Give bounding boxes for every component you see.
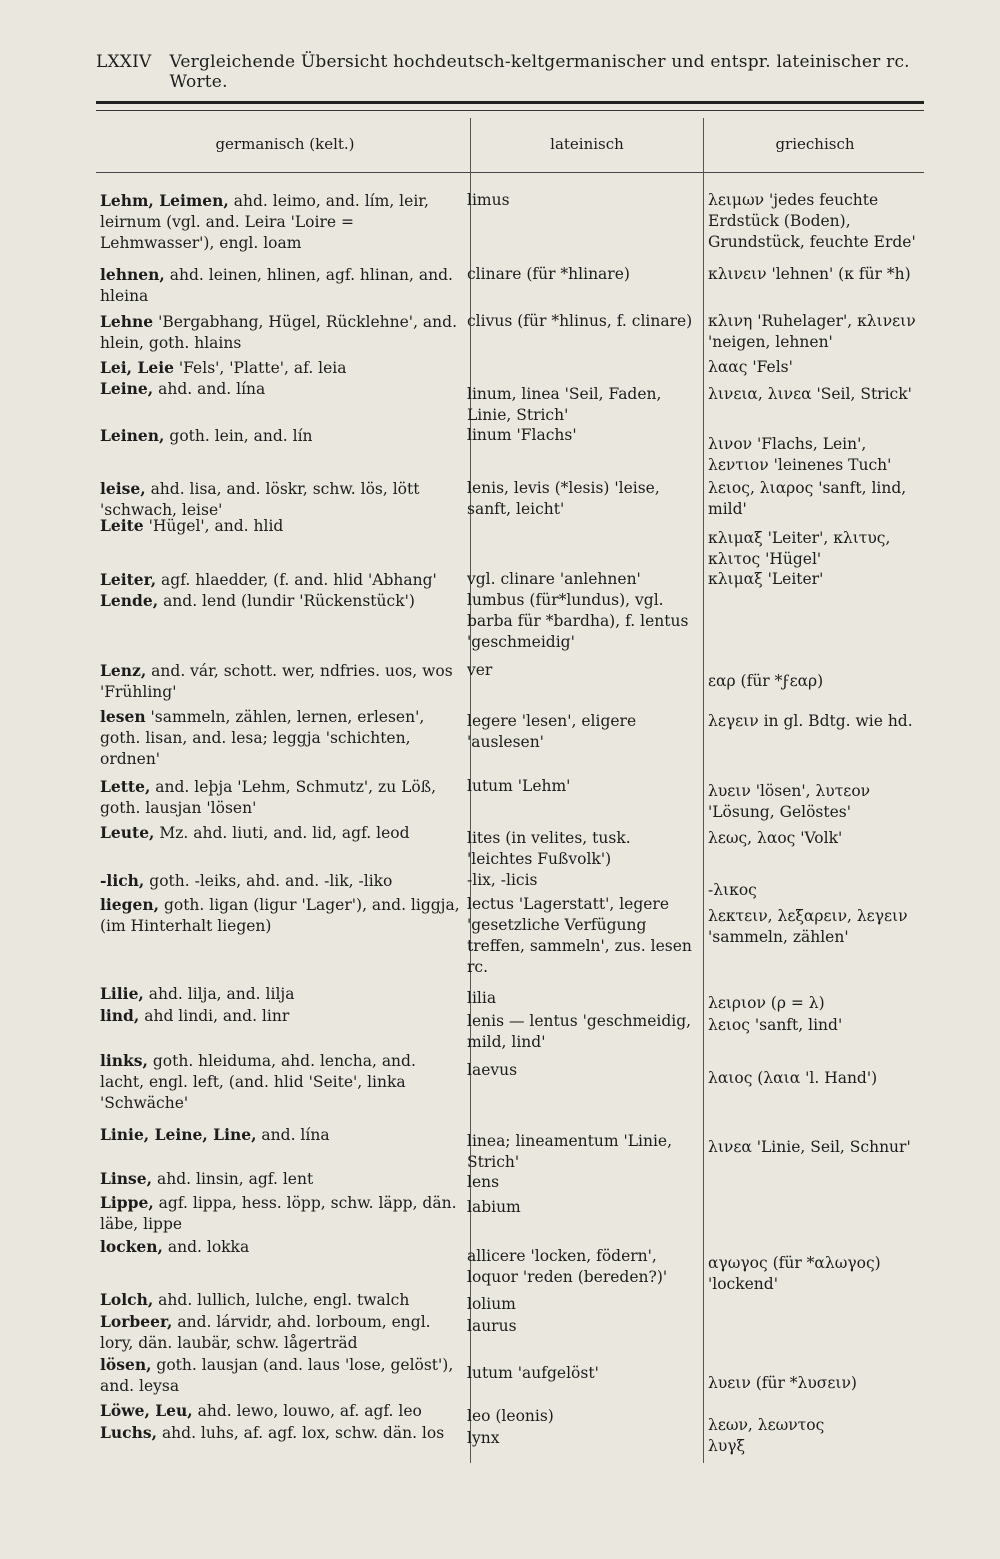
greek-cell: λεγειν in gl. Bdtg. wie hd.: [708, 712, 913, 730]
page-header: [96, 52, 911, 92]
headword: Luchs,: [100, 1423, 157, 1442]
headword: lehnen,: [100, 265, 165, 284]
germanic-cell: [100, 1422, 462, 1444]
greek-cell: λειριον (ρ = λ): [708, 994, 825, 1012]
germanic-forms: goth. lein, and. lín: [169, 427, 313, 445]
germanic-cell: [100, 776, 462, 819]
latin-cell: lites (in velites, tusk. 'leichtes Fußvolk'): [467, 829, 631, 868]
germanic-forms: and. vár, schott. wer, ndfries. uos, wos 'Frühling': [100, 662, 453, 701]
greek-cell: κλιμαξ 'Leiter': [708, 570, 824, 588]
headword: Lehm, Leimen,: [100, 191, 229, 210]
germanic-cell: [100, 660, 462, 703]
greek-cell: λυειν 'lösen', λυτεον 'Lösung, Gelöstes': [708, 782, 871, 821]
headword: lesen: [100, 707, 146, 726]
germanic-forms: ahd. leinen, hlinen, agf. hlinan, and. hleina: [100, 266, 453, 305]
greek-cell: λινεια, λινεα 'Seil, Strick': [708, 385, 912, 403]
headword: Linse,: [100, 1169, 153, 1188]
germanic-cell: [100, 569, 462, 591]
germanic-forms: goth. lausjan (and. laus 'lose, gelöst'), and. leysa: [100, 1356, 454, 1395]
latin-cell: lolium: [467, 1295, 516, 1313]
germanic-forms: goth. hleiduma, ahd. lencha, and. lacht, engl. left, (and. hlid 'Seite', linka 'Schwäche': [100, 1052, 416, 1112]
germanic-cell: [100, 1236, 462, 1258]
germanic-forms: 'Bergabhang, Hügel, Rücklehne', and. hlein, goth. hlains: [100, 313, 457, 352]
page-title: Vergleichende Übersicht hochdeutsch-keltgermanischer und entspr. lateinischer rc. Worte.: [169, 52, 910, 92]
greek-cell: λειος, λιαρος 'sanft, lind, mild': [708, 479, 907, 518]
greek-cell: λυγξ: [708, 1437, 746, 1455]
latin-cell: legere 'lesen', eligere 'auslesen': [467, 712, 637, 751]
germanic-forms: ahd. leimo, and. lím, leir, leirnum (vgl. and. Leira 'Loire = Lehmwasser'), engl. loam: [100, 192, 429, 252]
latin-cell: lutum 'aufgelöst': [467, 1364, 599, 1382]
header-rule-thin: [96, 110, 924, 111]
germanic-forms: 'Hügel', and. hlid: [148, 517, 284, 535]
greek-cell: λινον 'Flachs, Lein', λεντιον 'leinenes Tuch': [708, 435, 892, 474]
latin-cell: ver: [467, 661, 493, 679]
germanic-forms: 'sammeln, zählen, lernen, erlesen', goth. lisan, and. lesa; leggja 'schichten, ordnen': [100, 708, 425, 768]
germanic-forms: Mz. ahd. liuti, and. lid, agf. leod: [159, 824, 410, 842]
greek-cell: κλιμαξ 'Leiter', κλιτυς, κλιτος 'Hügel': [708, 529, 891, 568]
column-header-germanic: germanisch (kelt.): [215, 135, 355, 153]
latin-cell: lectus 'Lagerstatt', legere 'gesetzliche Verfügung treffen, sammeln', zus. lesen rc.: [467, 895, 692, 976]
latin-cell: clinare (für *hlinare): [467, 265, 630, 283]
column-divider-2: [703, 118, 704, 1463]
headword: lösen,: [100, 1355, 152, 1374]
column-header-latin: lateinisch: [550, 135, 624, 153]
headword: -lich,: [100, 871, 145, 890]
germanic-forms: ahd. linsin, agf. lent: [156, 1170, 314, 1188]
headword: Leine,: [100, 379, 154, 398]
germanic-forms: and. lárvidr, ahd. lorboum, engl. lory, dän. laubär, schw. lågerträd: [100, 1313, 431, 1352]
greek-cell: λεκτειν, λεξαρειν, λεγειν 'sammeln, zählen': [708, 907, 908, 946]
germanic-forms: ahd. lullich, lulche, engl. twalch: [158, 1291, 410, 1309]
headword: Lenz,: [100, 661, 147, 680]
germanic-forms: agf. hlaedder, (f. and. hlid 'Abhang': [161, 571, 437, 589]
greek-cell: λυειν (für *λυσειν): [708, 1374, 857, 1392]
germanic-forms: agf. lippa, hess. löpp, schw. läpp, dän. läbe, lippe: [100, 1194, 457, 1233]
latin-cell: linum 'Flachs': [467, 426, 577, 444]
headword: links,: [100, 1051, 148, 1070]
germanic-forms: and. leþja 'Lehm, Schmutz', zu Löß, goth. lausjan 'lösen': [100, 778, 437, 817]
latin-cell: leo (leonis): [467, 1407, 554, 1425]
germanic-cell: [100, 1124, 462, 1146]
latin-cell: lutum 'Lehm': [467, 777, 571, 795]
greek-cell: εαρ (für *ϝεαρ): [708, 672, 824, 690]
column-header-greek: griechisch: [775, 135, 855, 153]
greek-cell: λαας 'Fels': [708, 358, 793, 376]
headword: Leite: [100, 516, 144, 535]
column-header-rule: [96, 172, 924, 173]
greek-cell: λινεα 'Linie, Seil, Schnur': [708, 1138, 911, 1156]
germanic-cell: [100, 1400, 462, 1422]
latin-cell: clivus (für *hlinus, f. clinare): [467, 312, 693, 330]
germanic-forms: and. lend (lundir 'Rückenstück'): [163, 592, 415, 610]
latin-cell: allicere 'locken, födern', loquor 'reden (bereden?)': [467, 1247, 668, 1286]
germanic-forms: goth. ligan (ligur 'Lager'), and. liggja, (im Hinterhalt liegen): [100, 896, 460, 935]
latin-cell: lynx: [467, 1429, 500, 1447]
header-rule-thick: [96, 101, 924, 104]
headword: Lolch,: [100, 1290, 154, 1309]
headword: Lehne: [100, 312, 154, 331]
germanic-cell: [100, 378, 462, 400]
latin-cell: -lix, -licis: [467, 871, 538, 889]
greek-cell: λειος 'sanft, lind': [708, 1016, 843, 1034]
germanic-cell: [100, 870, 462, 892]
headword: Lippe,: [100, 1193, 154, 1212]
germanic-cell: [100, 1311, 462, 1354]
latin-cell: lenis, levis (*lesis) 'leise, sanft, leicht': [467, 479, 660, 518]
germanic-cell: [100, 590, 462, 612]
greek-cell: κλινη 'Ruhelager', κλινειν 'neigen, lehnen': [708, 312, 916, 351]
germanic-cell: [100, 264, 462, 307]
latin-cell: linea; lineamentum 'Linie, Strich': [467, 1132, 673, 1171]
germanic-forms: 'Fels', 'Platte', af. leia: [178, 359, 347, 377]
greek-cell: κλινειν 'lehnen' (κ für *h): [708, 265, 911, 283]
headword: Leiter,: [100, 570, 157, 589]
germanic-cell: [100, 1005, 462, 1027]
page-number: LXXIV: [96, 52, 152, 72]
germanic-cell: [100, 1050, 462, 1114]
headword: leise,: [100, 479, 146, 498]
germanic-forms: ahd lindi, and. linr: [144, 1007, 290, 1025]
headword: Leinen,: [100, 426, 165, 445]
germanic-cell: [100, 894, 462, 937]
headword: Leute,: [100, 823, 155, 842]
germanic-cell: [100, 822, 462, 844]
headword: Linie, Leine, Line,: [100, 1125, 257, 1144]
germanic-forms: ahd. lewo, louwo, af. agf. leo: [197, 1402, 422, 1420]
germanic-forms: goth. -leiks, ahd. and. -lik, -liko: [149, 872, 393, 890]
greek-cell: λεως, λαος 'Volk': [708, 829, 843, 847]
latin-cell: labium: [467, 1198, 521, 1216]
germanic-forms: ahd. and. lína: [158, 380, 266, 398]
latin-cell: linum, linea 'Seil, Faden, Linie, Strich': [467, 385, 662, 424]
latin-cell: lenis — lentus 'geschmeidig, mild, lind': [467, 1012, 692, 1051]
headword: locken,: [100, 1237, 163, 1256]
headword: Löwe, Leu,: [100, 1401, 193, 1420]
germanic-cell: [100, 706, 462, 770]
germanic-forms: ahd. luhs, af. agf. lox, schw. dän. los: [161, 1424, 445, 1442]
greek-cell: λειμων 'jedes feuchte Erdstück (Boden), Grundstück, feuchte Erde': [708, 191, 916, 251]
headword: Lilie,: [100, 984, 144, 1003]
latin-cell: lumbus (für*lundus), vgl. barba für *bardha), f. lentus 'geschmeidig': [467, 591, 689, 651]
germanic-cell: [100, 190, 462, 254]
germanic-forms: ahd. lilja, and. lilja: [148, 985, 295, 1003]
germanic-cell: [100, 515, 462, 537]
germanic-cell: [100, 1354, 462, 1397]
greek-cell: λαιος (λαια 'l. Hand'): [708, 1069, 878, 1087]
greek-cell: -λικος: [708, 881, 757, 899]
germanic-cell: [100, 1192, 462, 1235]
latin-cell: limus: [467, 191, 510, 209]
headword: Lei, Leie: [100, 358, 174, 377]
latin-cell: vgl. clinare 'anlehnen': [467, 570, 641, 588]
headword: liegen,: [100, 895, 160, 914]
germanic-forms: and. lína: [261, 1126, 330, 1144]
germanic-cell: [100, 425, 462, 447]
latin-cell: lilia: [467, 989, 497, 1007]
germanic-cell: [100, 983, 462, 1005]
headword: Lende,: [100, 591, 159, 610]
germanic-cell: [100, 1168, 462, 1190]
headword: Lette,: [100, 777, 151, 796]
germanic-forms: and. lokka: [167, 1238, 250, 1256]
germanic-cell: [100, 357, 462, 379]
greek-cell: λεων, λεωντος: [708, 1416, 825, 1434]
greek-cell: αγωγος (für *αλωγος) 'lockend': [708, 1254, 881, 1293]
germanic-cell: [100, 311, 462, 354]
headword: Lorbeer,: [100, 1312, 173, 1331]
latin-cell: laevus: [467, 1061, 518, 1079]
germanic-cell: [100, 1289, 462, 1311]
germanic-forms: ahd. lisa, and. löskr, schw. lös, lött 'schwach, leise': [100, 480, 420, 519]
headword: lind,: [100, 1006, 140, 1025]
latin-cell: laurus: [467, 1317, 517, 1335]
latin-cell: lens: [467, 1173, 500, 1191]
